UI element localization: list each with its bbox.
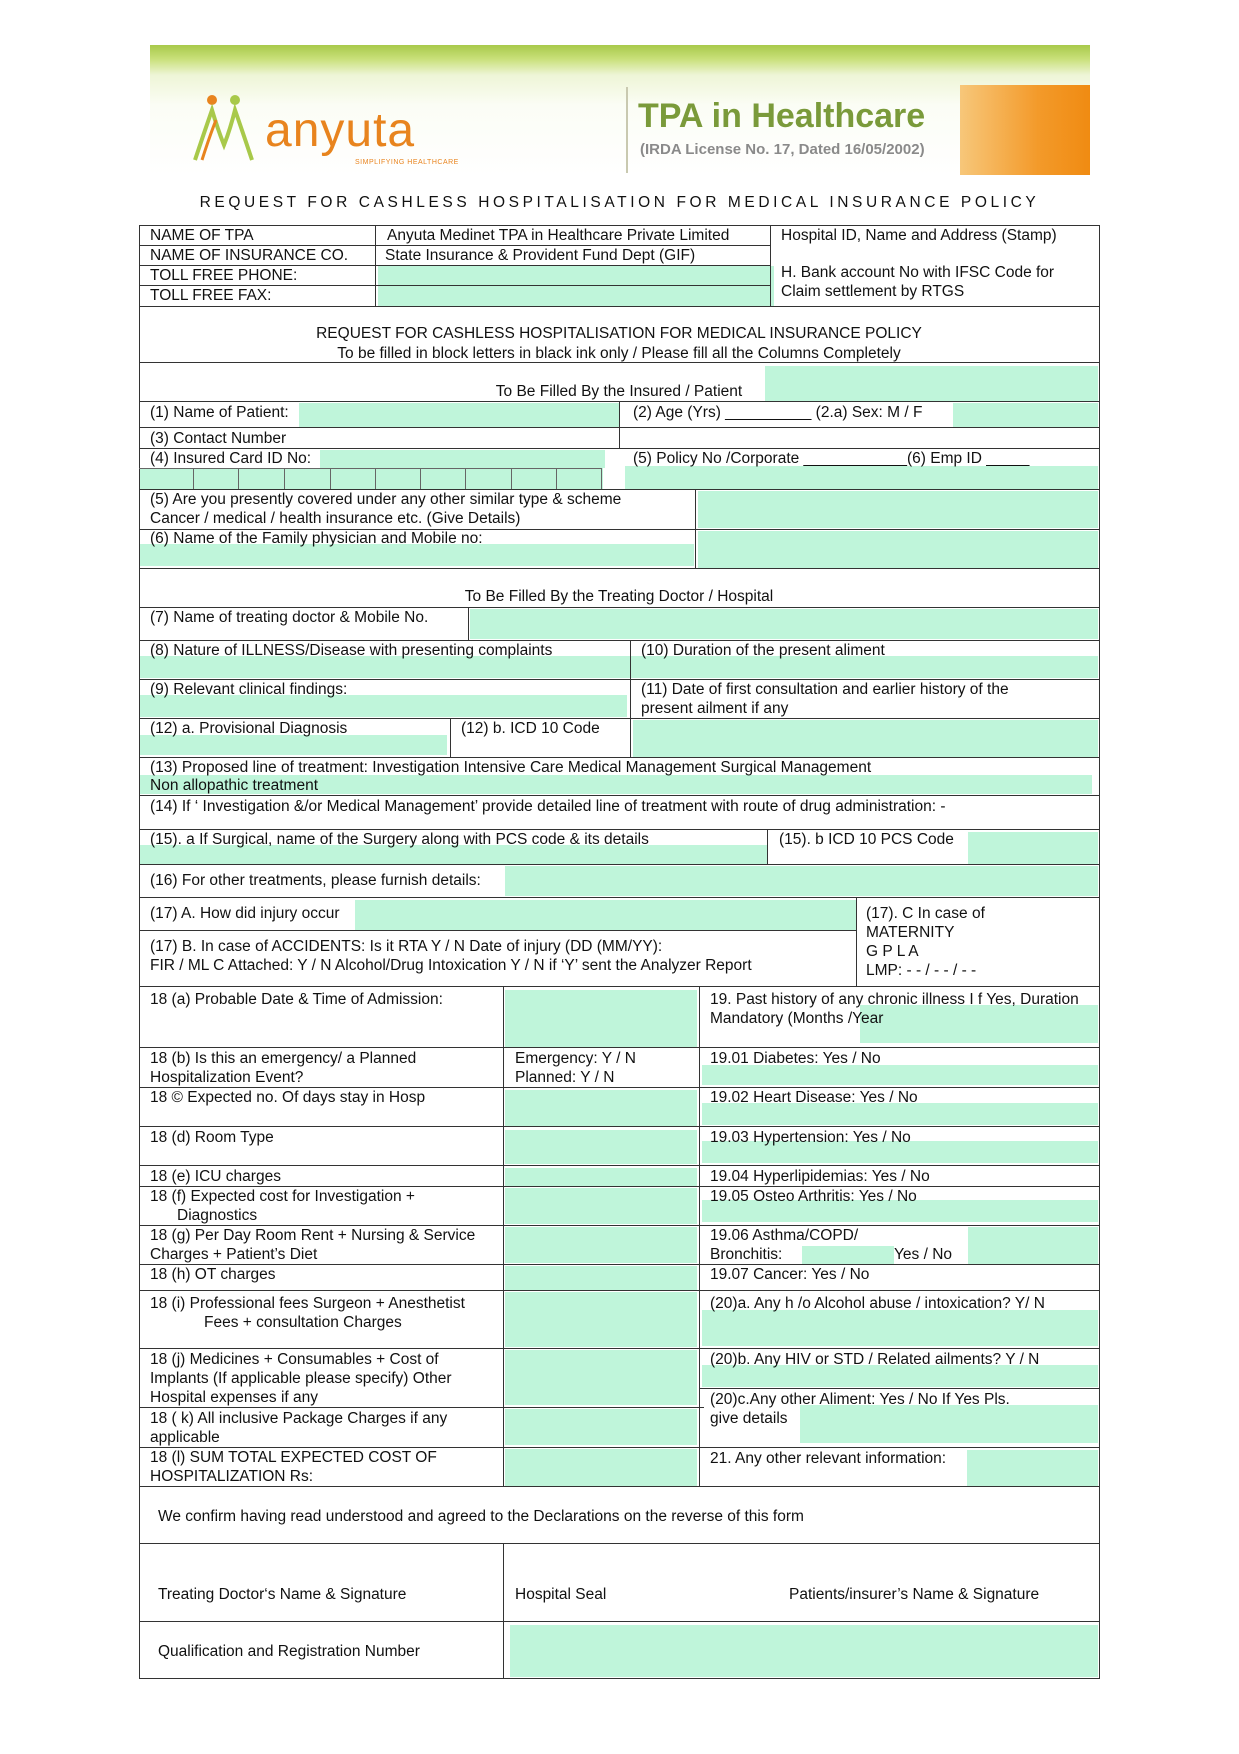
detail-treatment-label: (14) If ‘ Investigation &/or Medical Management’ provide detailed line of treatment with route of drug administration: - [150,798,946,815]
family-physician-label: (6) Name of the Family physician and Mobile no: [150,530,483,547]
logo-tagline: SIMPLIFYING HEALTHCARE [355,159,459,166]
doctor-name-label: (7) Name of treating doctor & Mobile No. [150,609,429,626]
maternity-label-2: MATERNITY [866,924,955,941]
cost-room-rent: 18 (g) Per Day Room Rent + Nursing & Service Charges + Patient’s Diet [150,1227,476,1263]
history-other-ailment-2: give details [710,1410,788,1427]
hospital-stamp-label: Hospital ID, Name and Address (Stamp) [781,227,1057,244]
cost-room-type: 18 (d) Room Type [150,1129,274,1146]
hospital-seal-label: Hospital Seal [515,1586,607,1603]
provisional-diagnosis-input[interactable] [140,735,447,755]
other-cover-input[interactable] [698,491,1098,528]
logo-wordmark: anyuta [265,104,416,157]
banner-title: TPA in Healthcare [638,97,926,135]
days-stay-input[interactable] [505,1090,697,1126]
doctor-signature-label: Treating Doctor‘s Name & Signature [158,1586,407,1603]
icd-code-label: (12) b. ICD 10 Code [461,720,600,737]
card-id-boxes[interactable] [140,468,603,490]
investigation-cost-input[interactable] [505,1188,697,1224]
professional-fees-input[interactable] [505,1292,697,1347]
provisional-diagnosis-label: (12) a. Provisional Diagnosis [150,720,348,737]
header-banner [150,45,1090,175]
first-consult-label: (11) Date of first consultation and earlier history of the [641,681,1009,698]
banner-license: (IRDA License No. 17, Dated 16/05/2002) [640,141,925,158]
age-sex-label: (2) Age (Yrs) __________ (2.a) Sex: M / F [633,404,923,421]
history-chronic: 19. Past history of any chronic illness I f Yes, Duration Mandatory (Months /Year [710,991,1079,1027]
qualification-input[interactable] [510,1625,1098,1677]
history-hypertension: 19.03 Hypertension: Yes / No [710,1129,911,1146]
room-type-input[interactable] [505,1130,697,1164]
cost-professional-fees-2: Fees + consultation Charges [204,1314,402,1331]
injury-label: (17) A. How did injury occur [150,905,340,922]
banner-divider [626,87,628,173]
patient-signature-label: Patients/insurer’s Name & Signature [789,1586,1040,1603]
accident-label: (17) B. In case of ACCIDENTS: Is it RTA Y / N Date of injury (DD (MM/YY): [150,938,663,955]
phone-label: TOLL FREE PHONE: [150,267,298,284]
card-id-input[interactable] [320,450,605,468]
bronchitis-input[interactable] [802,1246,894,1264]
emergency-value: Emergency: Y / N [515,1050,636,1067]
form-title: REQUEST FOR CASHLESS HOSPITALISATION FOR MEDICAL INSURANCE POLICY [199,194,1040,211]
doctor-name-input[interactable] [470,609,1098,639]
patient-section-heading: To Be Filled By the Insured / Patient [495,383,743,400]
treatment-line-label: (13) Proposed line of treatment: Investigation Intensive Care Medical Management Surgical Management [150,759,872,776]
history-hiv-std: (20)b. Any HIV or STD / Related ailments? Y / N [710,1351,1040,1368]
anyuta-logo-icon [190,90,260,165]
history-diabetes: 19.01 Diabetes: Yes / No [710,1050,881,1067]
declaration: We confirm having read understood and agreed to the Declarations on the reverse of this form [158,1508,804,1525]
qualification-label: Qualification and Registration Number [158,1643,420,1660]
cost-professional-fees: 18 (i) Professional fees Surgeon + Anesthetist [150,1295,465,1312]
history-cancer: 19.07 Cancer: Yes / No [710,1266,870,1283]
patient-name-label: (1) Name of Patient: [150,404,289,421]
policy-label: (5) Policy No /Corporate ____________(6) Emp ID _____ [633,450,1030,467]
cost-days-stay: 18 © Expected no. Of days stay in Hosp [150,1089,426,1106]
admission-datetime-input[interactable] [505,990,697,1048]
icu-charges-input[interactable] [505,1168,697,1186]
cost-investigation: 18 (f) Expected cost for Investigation + [150,1188,415,1205]
alcohol-abuse-input[interactable] [702,1310,1098,1346]
other-treatments-label: (16) For other treatments, please furnish details: [150,872,481,889]
policy-empid-input[interactable] [625,466,1098,490]
maternity-gpla: G P L A [866,943,919,960]
pcs-code-label: (15). b ICD 10 PCS Code [779,831,954,848]
diabetes-input[interactable] [702,1065,1098,1085]
history-bronchitis-yes-no: Yes / No [894,1246,953,1263]
cost-total: 18 (l) SUM TOTAL EXPECTED COST OF HOSPITALIZATION Rs: [150,1449,437,1485]
bank-settlement-label: Claim settlement by RTGS [781,283,965,300]
patient-name-input[interactable] [299,403,619,427]
doctor-section-heading: To Be Filled By the Treating Doctor / Hospital [464,588,774,605]
injury-input[interactable] [355,900,856,930]
cost-ot: 18 (h) OT charges [150,1266,276,1283]
other-info-input[interactable] [967,1450,1098,1486]
history-osteo-arthritis: 19.05 Osteo Arthritis: Yes / No [710,1188,917,1205]
cost-icu: 18 (e) ICU charges [150,1168,281,1185]
history-hyperlipidemias: 19.04 Hyperlipidemias: Yes / No [710,1168,930,1185]
tpa-label: NAME OF TPA [150,227,254,244]
duration-label: (10) Duration of the present aliment [641,642,885,659]
history-alcohol: (20)a. Any h /o Alcohol abuse / intoxication? Y/ N [710,1295,1045,1312]
maternity-label: (17). C In case of [866,905,985,922]
insurer-label: NAME OF INSURANCE CO. [150,247,349,264]
history-other-info: 21. Any other relevant information: [710,1450,947,1467]
other-ailment-input[interactable] [800,1405,1098,1443]
intro-title: REQUEST FOR CASHLESS HOSPITALISATION FOR MEDICAL INSURANCE POLICY [316,325,922,342]
history-other-ailment: (20)c.Any other Aliment: Yes / No If Yes Pls. [710,1391,1010,1408]
planned-value: Planned: Y / N [515,1069,615,1086]
card-id-label: (4) Insured Card ID No: [150,450,312,467]
fax-label: TOLL FREE FAX: [150,287,272,304]
bank-account-label: H. Bank account No with IFSC Code for [781,264,1055,281]
cost-package: 18 ( k) All inclusive Package Charges if any applicable [150,1410,448,1446]
family-physician-details-input[interactable] [698,531,1098,568]
cost-emergency: 18 (b) Is this an emergency/ a Planned Hospitalization Event? [150,1050,417,1086]
banner-orange-panel [960,85,1090,175]
insurer-value: State Insurance & Provident Fund Dept (GIF) [385,247,696,264]
ot-charges-input[interactable] [505,1266,697,1290]
icd-code-input[interactable] [633,720,1098,758]
maternity-lmp: LMP: - - / - - / - - [866,962,977,979]
room-rent-input[interactable] [505,1227,697,1263]
non-allopathic-label: Non allopathic treatment [150,777,319,794]
contact-label: (3) Contact Number [150,430,287,447]
cost-admission: 18 (a) Probable Date & Time of Admission: [150,991,443,1008]
total-cost-input[interactable] [505,1449,697,1487]
tpa-value: Anyuta Medinet TPA in Healthcare Private Limited [387,227,730,244]
clinical-findings-label: (9) Relevant clinical findings: [150,681,348,698]
other-cover-label: (5) Are you presently covered under any other similar type & scheme [150,491,622,508]
medicines-input[interactable] [505,1350,697,1405]
first-consult-label-2: present ailment if any [641,700,789,717]
history-heart-disease: 19.02 Heart Disease: Yes / No [710,1089,918,1106]
illness-label: (8) Nature of ILLNESS/Disease with presenting complaints [150,642,553,659]
package-charges-input[interactable] [505,1409,697,1445]
other-treatments-input[interactable] [505,866,1098,896]
cost-medicines: 18 (j) Medicines + Consumables + Cost of Implants (If applicable please specify) Other Hospital expenses if any [150,1351,452,1406]
history-bronchitis: Bronchitis: [710,1246,783,1263]
accident-label-2: FIR / ML C Attached: Y / N Alcohol/Drug Intoxication Y / N if ‘Y’ sent the Analyzer Report [150,957,752,974]
phone-fax-input[interactable] [378,266,774,306]
history-asthma: 19.06 Asthma/COPD/ [710,1227,859,1244]
asthma-input[interactable] [968,1227,1098,1264]
surgery-label: (15). a If Surgical, name of the Surgery along with PCS code & its details [150,831,649,848]
intro-instruction: To be filled in block letters in black ink only / Please fill all the Columns Completely [337,345,901,362]
cost-investigation-2: Diagnostics [177,1207,258,1224]
other-cover-label-2: Cancer / medical / health insurance etc. (Give Details) [150,510,521,527]
pcs-code-input[interactable] [968,832,1098,864]
sex-input[interactable] [953,403,1098,427]
